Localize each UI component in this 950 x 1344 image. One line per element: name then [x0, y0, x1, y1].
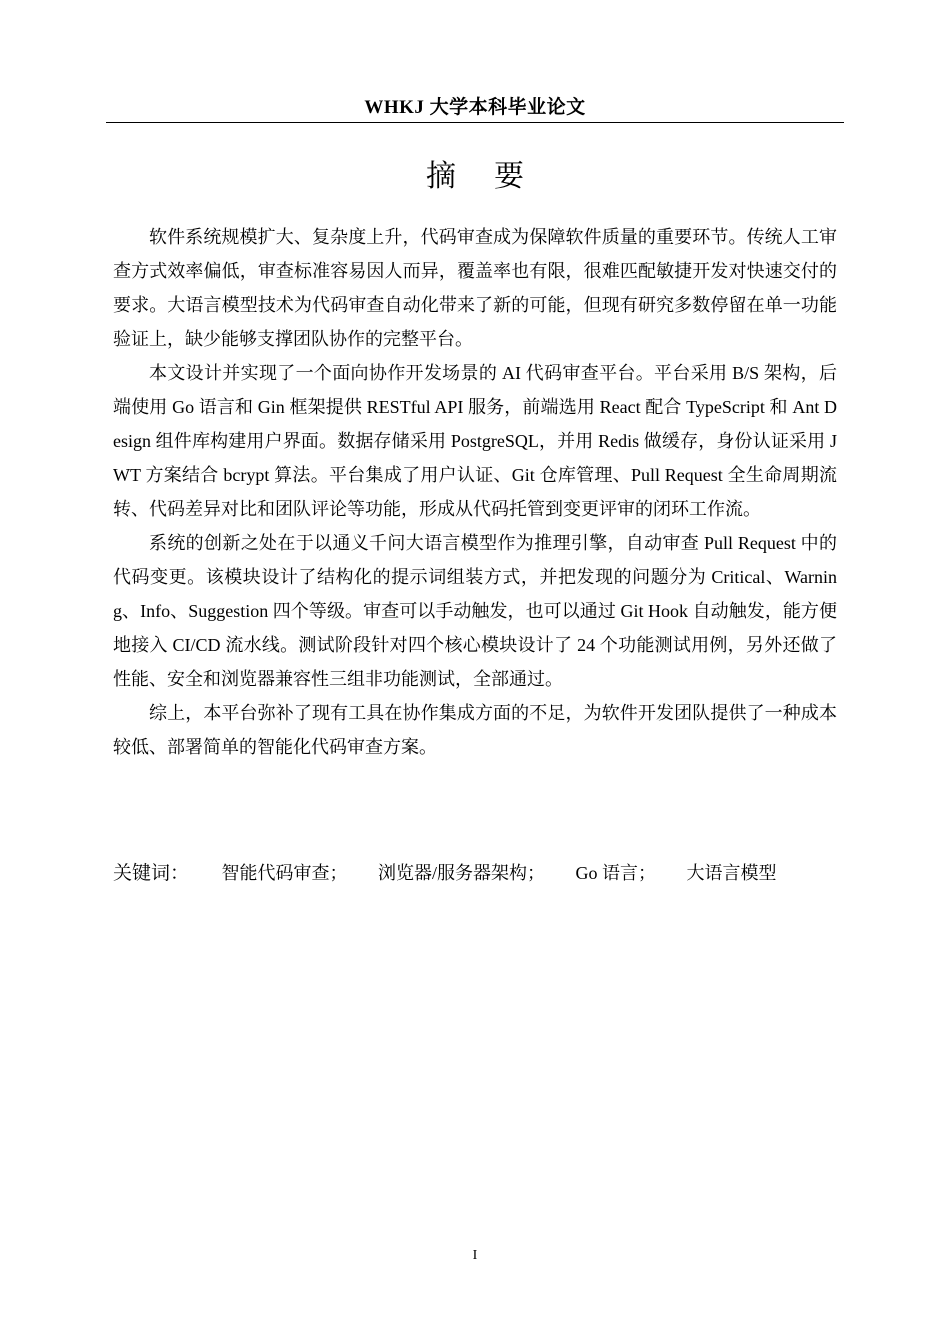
- abstract-paragraph-3: 系统的创新之处在于以通义千问大语言模型作为推理引擎，自动审查 Pull Request 中的代码变更。该模块设计了结构化的提示词组装方式，并把发现的问题分为 Critical、Warning、Info、Suggestion 四个等级。审查可以手动触发，也可以通过 Git Hook 自动触发，能方便地接入 CI/CD 流水线。测试阶段针对四个核心模块设计了 24 个功能测试用例，另外还做了性能、安全和浏览器兼容性三组非功能测试，全部通过。: [113, 533, 837, 689]
- keywords-line: [113, 856, 837, 890]
- keyword-item: 智能代码审查；: [221, 863, 348, 883]
- page-header-title: WHKJ 大学本科毕业论文: [364, 97, 586, 118]
- keywords-label: 关键词：: [113, 862, 190, 884]
- abstract-paragraph-4: 综上，本平台弥补了现有工具在协作集成方面的不足，为软件开发团队提供了一种成本较低、部署简单的智能化代码审查方案。: [113, 703, 837, 757]
- keyword-item: 浏览器/服务器架构；: [378, 863, 546, 883]
- header-divider: [106, 122, 844, 123]
- page-number: I: [472, 1248, 478, 1263]
- abstract-paragraph-1: 软件系统规模扩大、复杂度上升，代码审查成为保障软件质量的重要环节。传统人工审查方式效率偏低，审查标准容易因人而异，覆盖率也有限，很难匹配敏捷开发对快速交付的要求。大语言模型技术为代码审查自动化带来了新的可能，但现有研究多数停留在单一功能验证上，缺少能够支撑团队协作的完整平台。: [113, 227, 837, 349]
- abstract-body: [113, 220, 837, 764]
- abstract-paragraph-2: 本文设计并实现了一个面向协作开发场景的 AI 代码审查平台。平台采用 B/S 架构，后端使用 Go 语言和 Gin 框架提供 RESTful API 服务，前端选用 React 配合 TypeScript 和 Ant Design 组件库构建用户界面。数据存储采用 PostgreSQL，并用 Redis 做缓存，身份认证采用 JWT 方案结合 bcrypt 算法。平台集成了用户认证、Git 仓库管理、Pull Request 全生命周期流转、代码差异对比和团队评论等功能，形成从代码托管到变更评审的闭环工作流。: [113, 363, 837, 519]
- abstract-title: 摘要: [426, 159, 562, 194]
- keyword-item: 大语言模型: [686, 863, 777, 883]
- keyword-item: Go 语言；: [575, 863, 657, 883]
